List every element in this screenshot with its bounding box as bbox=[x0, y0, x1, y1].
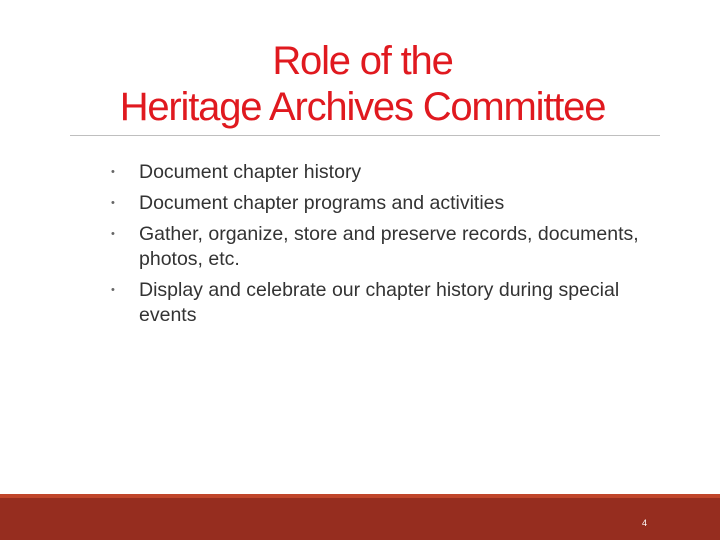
slide-title-line-1: Role of the bbox=[272, 39, 453, 83]
bullet-text: Display and celebrate our chapter history during special events bbox=[139, 279, 620, 326]
bullet-item bbox=[95, 278, 655, 328]
bullet-text: Document chapter history bbox=[139, 161, 362, 183]
bullet-item bbox=[95, 191, 655, 216]
slide-title bbox=[60, 38, 665, 130]
title-divider bbox=[70, 135, 660, 136]
bullet-list bbox=[95, 160, 655, 334]
slide-title-line-2: Heritage Archives Committee bbox=[119, 85, 606, 129]
bullet-item bbox=[95, 222, 655, 272]
bullet-text: Document chapter programs and activities bbox=[139, 192, 505, 214]
page-number: 4 bbox=[642, 518, 648, 528]
bullet-item bbox=[95, 160, 655, 185]
bullet-icon: • bbox=[111, 228, 115, 240]
bullet-text: Gather, organize, store and preserve records, documents, photos, etc. bbox=[139, 223, 639, 270]
bullet-icon: • bbox=[111, 284, 115, 296]
bullet-icon: • bbox=[111, 166, 115, 178]
bullet-icon: • bbox=[111, 197, 115, 209]
footer-band bbox=[0, 498, 720, 540]
